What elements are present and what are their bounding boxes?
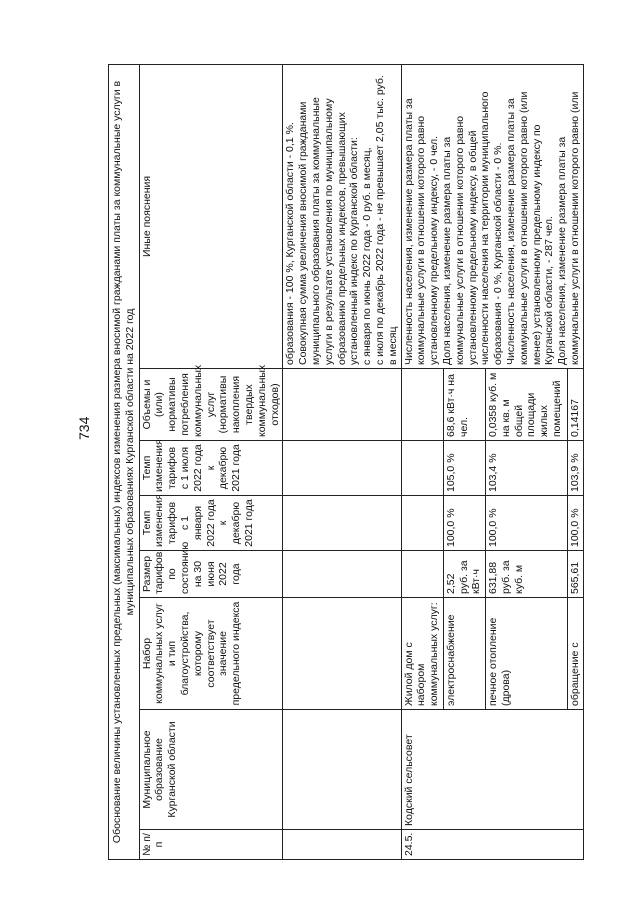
volume-value: 0,14167 (567, 369, 583, 441)
page-number: 734 (76, 416, 92, 440)
volume-value: 0,0358 куб. м на кв. м общей площади жилых помещений (486, 369, 567, 441)
row-municipality: Кодский сельсовет (401, 710, 583, 830)
tariff-value: 565,61 (567, 551, 583, 598)
tariff-value: 631,88 руб. за куб. м (486, 551, 567, 598)
header-tariff-size: Размер тарифов по состоянию на 30 июня 2022 года (139, 551, 283, 598)
row-service-set-title: Жилой дом с набором коммунальных услуг: (401, 598, 443, 710)
tariff-table (108, 64, 584, 860)
continuation-row (283, 64, 401, 859)
rotated-page (108, 65, 638, 860)
row-number: 24.5. (401, 830, 583, 860)
volume-value: 68,6 кВт·ч на чел. (443, 369, 485, 441)
service-name: электроснабжение (443, 598, 485, 710)
service-name: печное отопление (дрова) (486, 598, 567, 710)
header-service-set: Набор коммунальных услуг и тип благоустройства, которому соответствует значение предельного индекса (139, 598, 283, 710)
service-name: обращение с (567, 598, 583, 710)
continuation-note: образования - 100 %, Курганской области - 0,1 %. Совокупная сумма увеличения вносимой гражданами муниципального образования платы за коммунальные услуги в результате установления по муниципальному образованию предельных индексов, превышающих установленный индекс по Курганской области: с января по июнь 2022 года - 0 руб. в месяц, с июля по декабрь 2022 года - не превышает 2,05 тыс. руб. в месяц (283, 64, 401, 368)
header-tariff-rate-jan: Темп изменения тарифов с 1 января 2022 года к декабрю 2021 года (139, 496, 283, 551)
header-municipality: Муниципальное образование Курганской области (139, 710, 283, 830)
rate-jul-value: 103,4 % (486, 441, 567, 496)
rate-jan-value: 100,0 % (486, 496, 567, 551)
rate-jul-value: 103,9 % (567, 441, 583, 496)
table-row (401, 64, 443, 859)
header-row (139, 64, 283, 859)
header-tariff-rate-jul: Темп изменения тарифов с 1 июля 2022 года к декабрю 2021 года (139, 441, 283, 496)
header-volumes: Объемы и (или) нормативы потребления коммунальных услуг (нормативы накопления твердых коммунальных отходов) (139, 369, 283, 441)
rate-jan-value: 100,0 % (443, 496, 485, 551)
header-notes: Иные пояснения (139, 64, 283, 368)
rate-jul-value: 105,0 % (443, 441, 485, 496)
table-title: Обоснование величины установленных предельных (максимальных) индексов изменения размера вносимой гражданами платы за коммунальные услуги в муниципальных образованиях Курганской области на 2022 год (109, 64, 140, 859)
tariff-value: 2,52 руб. за кВт·ч (443, 551, 485, 598)
row-notes: Численность населения, изменение размера платы за коммунальные услуги в отношении которого равно установленному предельному индексу, - 0 чел. Доля населения, изменение размера платы за коммунальные услуги в отношении которого равно установленному предельному индексу, в общей численности населения на территории муниципального образования - 0 %, Курганской области - 0 %. Численность населения, изменение размера платы за коммунальные услуги в отношении которого равно (или менее) установленному предельному индексу по Курганской области, - 287 чел. Доля населения, изменение размера платы за коммунальные услуги в отношении которого равно (или (401, 64, 583, 368)
header-num: № п/п (139, 830, 283, 860)
rate-jan-value: 100,0 % (567, 496, 583, 551)
